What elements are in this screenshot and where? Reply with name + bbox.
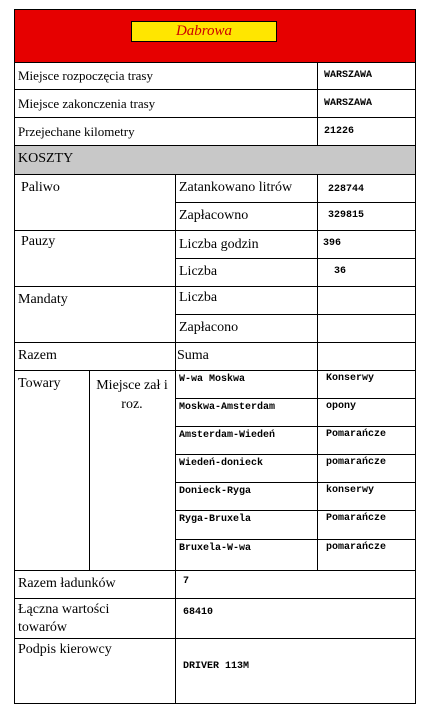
fines-count-label-cell (176, 287, 318, 315)
value-value: 68410 (183, 607, 214, 618)
fuel-liters-label: Zatankowano litrów (179, 180, 293, 195)
breaks-count-label: Liczba (179, 264, 218, 279)
fines-paid-label: Zapłacono (179, 320, 239, 335)
fines-paid-label-cell (176, 315, 318, 343)
goods-cargo-cell (318, 511, 415, 540)
km-label: Przejechane kilometry (18, 124, 135, 139)
end-value: WARSZAWA (324, 98, 373, 109)
value-label-cell (15, 599, 176, 639)
goods-sublabel: Miejsce zał i roz. (96, 378, 168, 412)
fuel-paid-value-cell (318, 203, 415, 231)
goods-cargo: pomarańcze (326, 542, 387, 553)
fines-label-cell (15, 287, 176, 343)
goods-route: Bruxela-W-wa (179, 543, 252, 554)
loads-value-cell (176, 571, 415, 599)
header-band (15, 10, 415, 63)
fuel-paid-label-cell (176, 203, 318, 231)
end-value-cell (318, 90, 415, 118)
goods-route: Ryga-Bruxela (179, 514, 252, 525)
fines-label: Mandaty (18, 292, 68, 307)
signature-label: Podpis kierowcy (18, 642, 112, 657)
breaks-label-cell (15, 231, 176, 287)
breaks-hours-label: Liczba godzin (179, 237, 259, 252)
loads-label-cell (15, 571, 176, 599)
start-value-cell (318, 62, 415, 90)
breaks-hours-label-cell (176, 231, 318, 259)
route-report-form (14, 9, 416, 704)
fuel-paid-label: Zapłacowno (179, 208, 249, 223)
end-label: Miejsce zakonczenia trasy (18, 96, 156, 111)
total-sum-label-cell (176, 343, 318, 371)
goods-route-cell (176, 455, 318, 483)
signature-label-cell (15, 639, 176, 703)
total-sum-label: Suma (177, 348, 209, 363)
form-title: Dabrowa (131, 21, 277, 42)
end-label-cell (15, 90, 318, 118)
fuel-liters-label-cell (176, 175, 318, 203)
goods-route-cell (176, 540, 318, 571)
breaks-count-value: 36 (334, 266, 347, 277)
breaks-count-label-cell (176, 259, 318, 287)
loads-label: Razem ładunków (18, 576, 116, 591)
fuel-liters-value: 228744 (328, 184, 365, 195)
fuel-liters-value-cell (318, 175, 415, 203)
goods-cargo: Pomarańcze (326, 429, 387, 440)
signature-value-cell (176, 639, 415, 703)
goods-route-cell (176, 399, 318, 427)
goods-cargo-cell (318, 455, 415, 483)
km-value: 21226 (324, 126, 355, 137)
costs-heading: KOSZTY (18, 151, 74, 166)
breaks-hours-value: 396 (323, 238, 342, 249)
goods-cargo: konserwy (326, 485, 375, 496)
goods-route-cell (176, 511, 318, 540)
start-label: Miejsce rozpoczęcia trasy (18, 68, 153, 83)
fines-paid-value-cell (318, 315, 415, 343)
total-label-cell (15, 343, 176, 371)
goods-route-cell (176, 483, 318, 511)
total-sum-value-cell (318, 343, 415, 371)
fines-count-label: Liczba (179, 290, 218, 305)
goods-cargo: opony (326, 401, 357, 412)
fuel-label: Paliwo (21, 180, 60, 195)
goods-cargo: Konserwy (326, 373, 375, 384)
goods-cargo-cell (318, 483, 415, 511)
fuel-paid-value: 329815 (328, 210, 365, 221)
costs-heading-cell (15, 146, 415, 175)
goods-cargo: pomarańcze (326, 457, 387, 468)
start-label-cell (15, 62, 318, 90)
fines-count-value-cell (318, 287, 415, 315)
goods-cargo: Pomarańcze (326, 513, 387, 524)
value-label: Łączna wartości towarów (18, 602, 110, 635)
breaks-label: Pauzy (21, 234, 56, 249)
signature-value: DRIVER 113M (183, 661, 250, 672)
km-label-cell (15, 118, 318, 146)
goods-route: Wiedeń-donieck (179, 458, 264, 469)
goods-label-cell (15, 371, 90, 571)
goods-route: W-wa Moskwa (179, 374, 246, 385)
loads-value: 7 (183, 576, 190, 587)
goods-route: Amsterdam-Wiedeń (179, 430, 276, 441)
km-value-cell (318, 118, 415, 146)
goods-cargo-cell (318, 540, 415, 571)
goods-route-cell (176, 371, 318, 399)
start-value: WARSZAWA (324, 70, 373, 81)
goods-route-cell (176, 427, 318, 455)
goods-cargo-cell (318, 427, 415, 455)
fuel-label-cell (15, 175, 176, 231)
goods-label: Towary (18, 376, 61, 391)
value-value-cell (176, 599, 415, 639)
goods-cargo-cell (318, 399, 415, 427)
goods-cargo-cell (318, 371, 415, 399)
goods-route: Donieck-Ryga (179, 486, 252, 497)
goods-route: Moskwa-Amsterdam (179, 402, 276, 413)
goods-sublabel-cell (90, 371, 176, 571)
breaks-count-value-cell (318, 259, 415, 287)
total-label: Razem (18, 348, 57, 363)
breaks-hours-value-cell (318, 231, 415, 259)
